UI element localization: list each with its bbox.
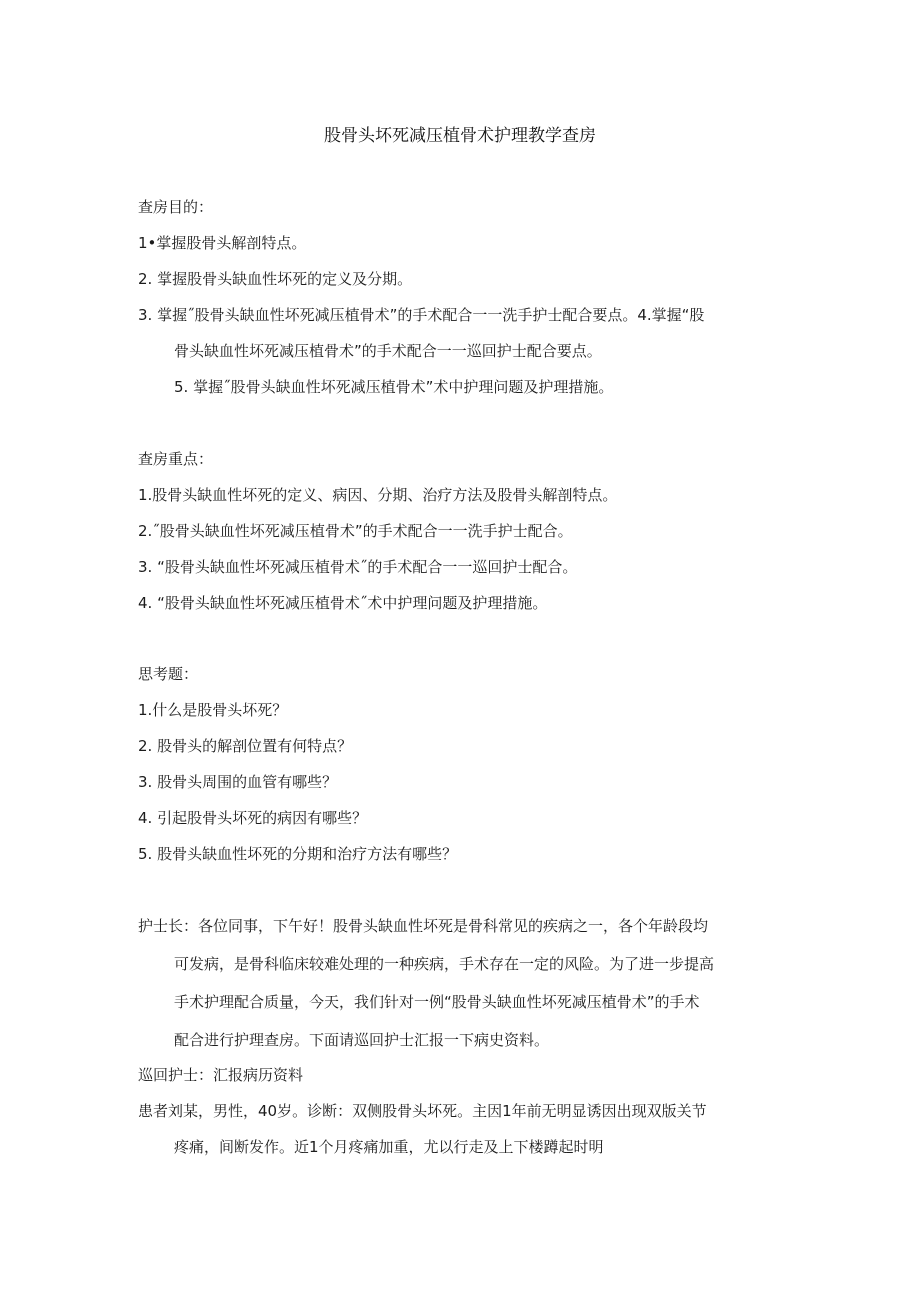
key-point-item: 1.股骨头缺血性坏死的定义、病因、分期、治疗方法及股骨头解剖特点。 — [138, 486, 618, 504]
objective-item: 3. 掌握˝股骨头缺血性坏死减压植骨术”的手术配合一一洗手护士配合要点。4.掌握“股 — [138, 306, 705, 324]
key-point-item: 2.˝股骨头缺血性坏死减压植骨术”的手术配合一一洗手护士配合。 — [138, 522, 573, 540]
objective-item: 5. 掌握˝股骨头缺血性坏死减压植骨术”术中护理问题及护理措施。 — [174, 378, 614, 396]
patient-line: 疼痛，间断发作。近1个月疼痛加重，尤以行走及上下楼蹲起时明 — [174, 1138, 604, 1156]
question-item: 3. 股骨头周围的血管有哪些？ — [138, 773, 338, 791]
key-point-item: 4. “股骨头缺血性坏死减压植骨术˝术中护理问题及护理措施。 — [138, 594, 548, 612]
document-title: 股骨头坏死减压植骨术护理教学查房 — [324, 126, 596, 146]
question-item: 2. 股骨头的解剖位置有何特点？ — [138, 737, 353, 755]
question-item: 4. 引起股骨头坏死的病因有哪些？ — [138, 809, 368, 827]
patient-line: 患者刘某，男性，40岁。诊断：双侧股骨头坏死。主因1年前无明显诱因出现双版关节 — [138, 1102, 707, 1120]
head-nurse-line: 可发病，是骨科临床较难处理的一种疾病，手术存在一定的风险。为了进一步提高 — [174, 955, 715, 973]
circulating-nurse-line: 巡回护士：汇报病历资料 — [138, 1066, 304, 1084]
objective-item: 1•掌握股骨头解剖特点。 — [138, 234, 307, 252]
head-nurse-line: 手术护理配合质量，今天，我们针对一例“股骨头缺血性坏死减压植骨术”的手术 — [174, 993, 700, 1011]
objective-item: 2. 掌握股骨头缺血性坏死的定义及分期。 — [138, 270, 413, 288]
objectives-heading: 查房目的： — [138, 198, 214, 216]
key-point-item: 3. “股骨头缺血性坏死减压植骨术˝的手术配合一一巡回护士配合。 — [138, 558, 578, 576]
question-item: 5. 股骨头缺血性坏死的分期和治疗方法有哪些？ — [138, 845, 458, 863]
key-points-heading: 查房重点： — [138, 450, 214, 468]
question-item: 1.什么是股骨头坏死？ — [138, 701, 288, 719]
head-nurse-line: 配合进行护理查房。下面请巡回护士汇报一下病史资料。 — [174, 1031, 550, 1049]
head-nurse-line: 护士长：各位同事，下午好！股骨头缺血性坏死是骨科常见的疾病之一，各个年龄段均 — [138, 917, 709, 935]
questions-heading: 思考题： — [138, 665, 199, 683]
objective-item-continued: 骨头缺血性坏死减压植骨术”的手术配合一一巡回护士配合要点。 — [174, 342, 602, 360]
